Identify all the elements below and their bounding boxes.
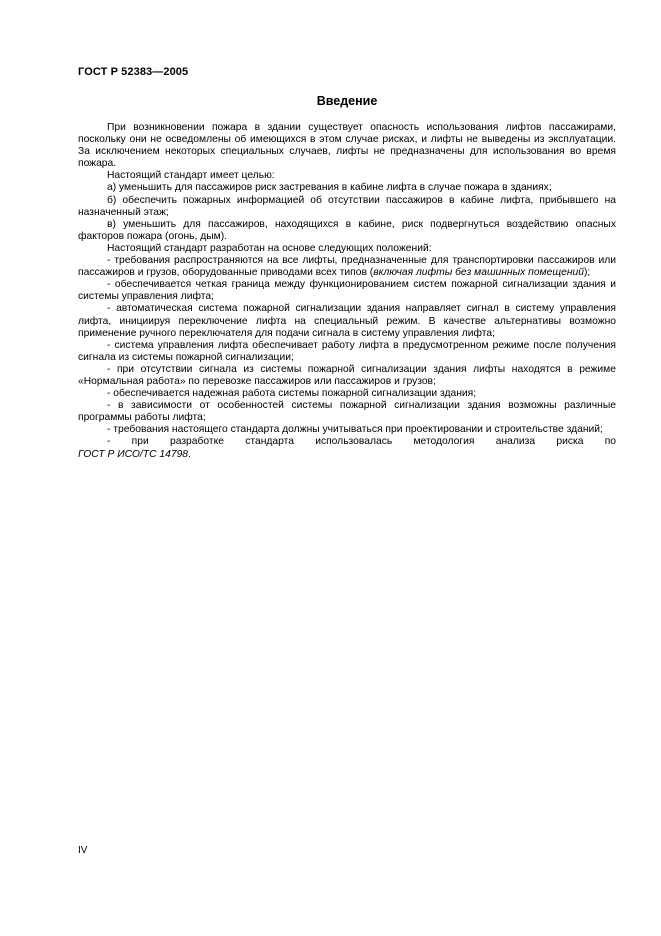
basis-item-normal-mode: - при отсутствии сигнала из системы пожарной сигнализации здания лифты находятся в режиме «Нормальная работа» по перевозке пассажиров или пассажиров и грузов; — [78, 363, 616, 387]
document-header: ГОСТ Р 52383—2005 — [78, 66, 189, 78]
paragraph-basis-heading: Настоящий стандарт разработан на основе следующих положений: — [107, 242, 432, 254]
basis-item-scope — [78, 255, 616, 279]
paragraph-intro: При возникновении пожара в здании существует опасность использования лифтов пассажирами, поскольку они не осведомлены об имеющихся в этом случае рисках, и лифты не выведены из эксплуатации. За исключением некоторых специальных случаев, лифты не предназначены для использования во время пожара. — [78, 122, 616, 170]
page-number: IV — [78, 845, 88, 856]
basis-item-scope-text: - требования распространяются на все лифты, предназначенные для транспортировки пассажиров или пассажиров и грузов, оборудованные приводами всех типов ( — [78, 255, 616, 279]
basis-item-signal: - автоматическая система пожарной сигнализации здания направляет сигнал в систему управления лифта, инициируя переключение лифта на специальный режим. В качестве альтернативы возможно применение ручного переключателя для подачи сигнала в систему управления лифта; — [78, 303, 616, 339]
methodology-reference-italic: ГОСТ Р ИСО/ТС 14798 — [78, 448, 189, 460]
purpose-item-c: в) уменьшить для пассажиров, находящихся в кабине, риск подвергнуться воздействию опасных факторов пожара (огонь, дым). — [78, 218, 616, 242]
basis-item-programs: - в зависимости от особенностей системы пожарной сигнализации здания возможны различные программы работы лифта; — [78, 400, 616, 424]
introduction-body — [78, 122, 616, 461]
basis-item-scope-italic: включая лифты без машинных помещений — [373, 267, 584, 279]
paragraph-purpose-heading: Настоящий стандарт имеет целью: — [107, 170, 275, 182]
basis-item-methodology-reference — [78, 449, 616, 461]
basis-item-reliability: - обеспечивается надежная работа системы пожарной сигнализации здания; — [107, 388, 477, 400]
methodology-reference-end: . — [188, 448, 191, 460]
section-title: Введение — [316, 94, 378, 108]
basis-item-design: - требования настоящего стандарта должны учитываться при проектировании и строительстве зданий; — [107, 424, 603, 436]
basis-item-boundary: - обеспечивается четкая граница между функционированием систем пожарной сигнализации здания и системы управления лифта; — [78, 279, 616, 303]
basis-item-control: - система управления лифта обеспечивает работу лифта в предусмотренном режиме после получения сигнала из системы пожарной сигнализации; — [78, 339, 616, 363]
basis-item-scope-end: ); — [583, 267, 591, 279]
purpose-item-b: б) обеспечить пожарных информацией об отсутствии пассажиров в кабине лифта, прибывшего на назначенный этаж; — [78, 194, 616, 218]
basis-item-methodology: - при разработке стандарта использовалась методология анализа риска по — [107, 436, 616, 448]
purpose-item-a: а) уменьшить для пассажиров риск застревания в кабине лифта в случае пожара в зданиях; — [107, 182, 552, 194]
